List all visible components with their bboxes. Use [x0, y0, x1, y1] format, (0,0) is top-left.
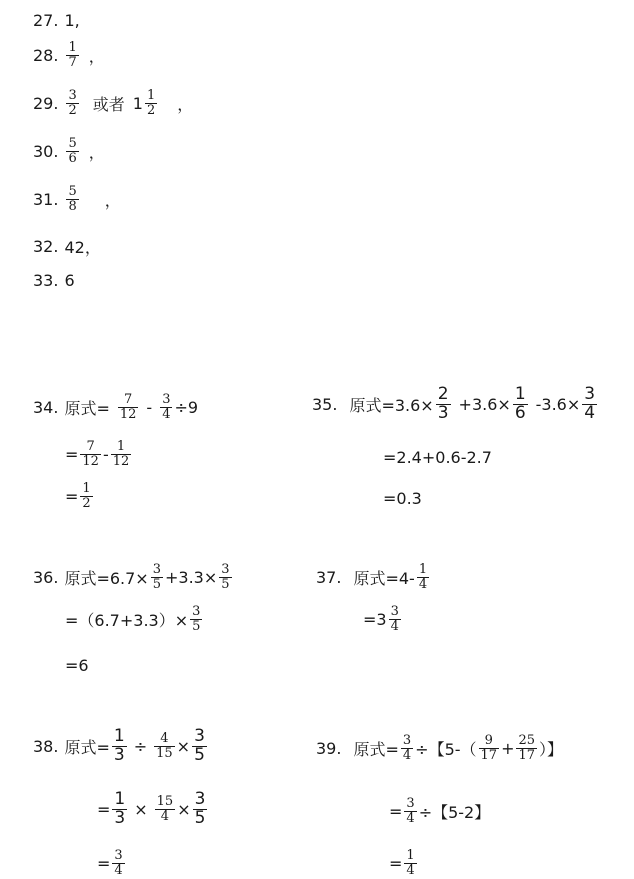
question-number: 39.: [316, 738, 342, 758]
answer-31: 31. $\frac{5}{8}$ ，: [33, 184, 121, 214]
question-number: 28.: [33, 45, 59, 65]
fraction: $\frac{3}{5}$: [192, 604, 201, 634]
question-number: 36.: [33, 567, 59, 587]
solution-38-line-3: = $\frac{3}{4}$: [97, 848, 123, 878]
solution-37-line-1: 37. 原式=4- $\frac{1}{4}$: [316, 562, 428, 592]
fraction: $\frac{2}{3}$: [437, 384, 449, 423]
question-number: 32.: [33, 237, 59, 256]
question-number: 35.: [312, 394, 338, 414]
question-number: 27.: [33, 11, 59, 30]
fraction: $\frac{3}{4}$: [162, 392, 171, 422]
fraction: $\frac{7}{12}$: [82, 439, 99, 469]
fraction: $\frac{3}{5}$: [221, 562, 230, 592]
solution-39-line-2: = $\frac{3}{4}$ ÷【5-2】: [389, 796, 491, 826]
solution-39-line-1: 39. 原式= $\frac{3}{4}$ ÷【5-（ $\frac{9}{17}$ + $\frac{25}{17}$ ）】: [316, 733, 564, 763]
fraction: $\frac{7}{12}$: [119, 392, 137, 422]
fraction: $\frac{3}{4}$: [584, 384, 596, 423]
solution-35-line-1: 35. 原式=3.6× $\frac{2}{3}$ +3.6× $\frac{1}{6}$ -3.6× $\frac{3}{4}$: [312, 384, 596, 423]
fraction: $\frac{3}{4}$: [402, 733, 412, 763]
question-number: 33.: [33, 271, 59, 290]
fraction: $\frac{1}{3}$: [114, 789, 126, 828]
question-number: 38.: [33, 736, 59, 756]
fraction: $\frac{4}{15}$: [156, 731, 173, 761]
fraction: $\frac{3}{4}$: [114, 848, 123, 878]
answer-text: 42，: [64, 238, 101, 257]
solution-36-line-1: 36. 原式=6.7× $\frac{3}{5}$ +3.3× $\frac{3}{5}$: [33, 562, 230, 592]
fraction: $\frac{1}{6}$: [514, 384, 526, 423]
fraction: $\frac{3}{4}$: [406, 796, 415, 826]
solution-36-line-2: =（6.7+3.3）× $\frac{3}{5}$: [65, 604, 201, 634]
fraction: $\frac{1}{12}$: [112, 439, 130, 469]
fraction: $\frac{3}{5}$: [152, 562, 161, 592]
solution-38-line-2: = $\frac{1}{3}$ × $\frac{15}{4}$ × $\frac{3}{5}$: [97, 789, 206, 828]
fraction: $\frac{5}{6}$: [68, 136, 77, 166]
answer-30: 30. $\frac{5}{6}$ ，: [33, 136, 105, 166]
fraction: $\frac{1}{2}$: [82, 481, 91, 511]
answer-text: 1,: [64, 11, 80, 30]
solution-34-line-1: 34. 原式= $\frac{7}{12}$ - $\frac{3}{4}$ ÷9: [33, 392, 199, 422]
answer-33: [33, 271, 75, 290]
question-number: 29.: [33, 93, 59, 113]
solution-39-line-3: = $\frac{1}{4}$: [389, 848, 415, 878]
fraction: $\frac{1}{7}$: [68, 40, 77, 70]
mixed-fraction: $\frac{1}{2}$: [146, 88, 156, 118]
solution-34-line-3: = $\frac{1}{2}$: [65, 481, 91, 511]
solution-38-line-1: 38. 原式= $\frac{1}{3}$ ÷ $\frac{4}{15}$ × $\frac{3}{5}$: [33, 726, 205, 765]
fraction: $\frac{5}{8}$: [68, 184, 77, 214]
fraction: $\frac{3}{4}$: [390, 604, 399, 634]
answer-29: 29. $\frac{3}{2}$ 或者 1 $\frac{1}{2}$ ，: [33, 88, 194, 118]
solution-36-line-3: =6: [65, 656, 89, 675]
question-number: 34.: [33, 397, 59, 417]
solution-34-line-2: = $\frac{7}{12}$ - $\frac{1}{12}$: [65, 439, 130, 469]
answer-28: 28. $\frac{1}{7}$ ，: [33, 40, 105, 70]
fraction: $\frac{3}{5}$: [194, 726, 205, 765]
fraction: $\frac{1}{4}$: [418, 562, 428, 592]
solution-35-line-3: =0.3: [383, 489, 422, 508]
fraction: $\frac{3}{5}$: [194, 789, 206, 828]
fraction: $\frac{9}{17}$: [480, 733, 498, 763]
fraction: $\frac{3}{2}$: [68, 88, 77, 118]
fraction: $\frac{15}{4}$: [156, 794, 174, 824]
question-number: 31.: [33, 189, 59, 209]
fraction: $\frac{25}{17}$: [518, 733, 536, 763]
solution-37-line-2: =3 $\frac{3}{4}$: [363, 604, 399, 634]
fraction: $\frac{1}{3}$: [113, 726, 125, 765]
fraction: $\frac{1}{4}$: [406, 848, 415, 878]
question-number: 37.: [316, 567, 342, 587]
answer-27: [33, 11, 80, 30]
answer-32: [33, 235, 101, 258]
answer-text: 6: [64, 271, 75, 290]
question-number: 30.: [33, 141, 59, 161]
solution-35-line-2: =2.4+0.6-2.7: [383, 448, 492, 467]
